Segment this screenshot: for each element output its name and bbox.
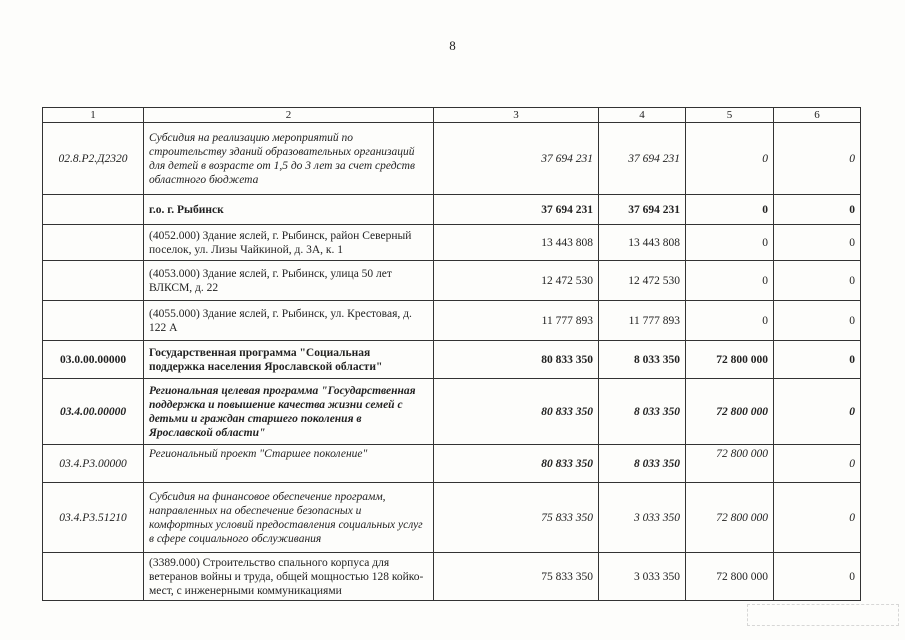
row-name: г.о. г. Рыбинск: [144, 195, 434, 225]
row-col6: 0: [774, 379, 861, 445]
row-col3: 13 443 808: [434, 225, 599, 261]
row-col5: 72 800 000: [686, 553, 774, 601]
table-row: [43, 123, 861, 195]
row-col5: 0: [686, 123, 774, 195]
page-number: 8: [449, 38, 456, 53]
row-code: 03.4.Р3.51210: [43, 483, 144, 553]
row-col6: 0: [774, 445, 861, 483]
row-col4: 11 777 893: [599, 301, 686, 341]
row-col4: 8 033 350: [599, 379, 686, 445]
row-name: Субсидия на финансовое обеспечение программ, направленных на обеспечение безопасных и комфортных условий предоставления социальных услуг в сфере социального обслуживания: [144, 483, 434, 553]
row-col3: 80 833 350: [434, 379, 599, 445]
row-col6: 0: [774, 341, 861, 379]
row-col4: 8 033 350: [599, 341, 686, 379]
row-col4: 3 033 350: [599, 553, 686, 601]
row-col3: 75 833 350: [434, 553, 599, 601]
faint-stamp: [747, 604, 899, 626]
row-col6: 0: [774, 553, 861, 601]
column-number-row: [43, 108, 861, 123]
row-name: Региональная целевая программа "Государственная поддержка и повышение качества жизни семей с детьми и граждан старшего поколения в Ярославской области": [144, 379, 434, 445]
row-col4: 37 694 231: [599, 195, 686, 225]
row-code: [43, 301, 144, 341]
row-code: 03.0.00.00000: [43, 341, 144, 379]
row-code: [43, 261, 144, 301]
row-col3: 37 694 231: [434, 123, 599, 195]
row-code: 03.4.Р3.00000: [43, 445, 144, 483]
table-row: [43, 483, 861, 553]
column-header: 5: [686, 108, 774, 123]
table-row: [43, 553, 861, 601]
row-col3: 80 833 350: [434, 341, 599, 379]
row-col6: 0: [774, 261, 861, 301]
row-col4: 8 033 350: [599, 445, 686, 483]
table-row: [43, 195, 861, 225]
table-row: [43, 341, 861, 379]
row-col6: 0: [774, 301, 861, 341]
row-col6: 0: [774, 195, 861, 225]
column-header: 2: [144, 108, 434, 123]
table-row: [43, 301, 861, 341]
row-col6: 0: [774, 483, 861, 553]
table-row: [43, 225, 861, 261]
row-code: [43, 553, 144, 601]
table-row: [43, 445, 861, 483]
table-row: [43, 261, 861, 301]
row-col4: 12 472 530: [599, 261, 686, 301]
row-col4: 3 033 350: [599, 483, 686, 553]
column-header: 4: [599, 108, 686, 123]
row-col3: 11 777 893: [434, 301, 599, 341]
row-name: (4055.000) Здание яслей, г. Рыбинск, ул. Крестовая, д. 122 А: [144, 301, 434, 341]
column-header: 6: [774, 108, 861, 123]
row-col5: 72 800 000: [686, 483, 774, 553]
row-col6: 0: [774, 225, 861, 261]
row-code: [43, 225, 144, 261]
row-name: (4052.000) Здание яслей, г. Рыбинск, район Северный поселок, ул. Лизы Чайкиной, д. 3А, к. 1: [144, 225, 434, 261]
row-col3: 75 833 350: [434, 483, 599, 553]
row-code: 02.8.Р2.Д2320: [43, 123, 144, 195]
row-name: (4053.000) Здание яслей, г. Рыбинск, улица 50 лет ВЛКСМ, д. 22: [144, 261, 434, 301]
row-code: 03.4.00.00000: [43, 379, 144, 445]
row-code: [43, 195, 144, 225]
row-col5: 72 800 000: [686, 379, 774, 445]
column-header: 3: [434, 108, 599, 123]
row-col3: 37 694 231: [434, 195, 599, 225]
row-col4: 13 443 808: [599, 225, 686, 261]
row-col5: 0: [686, 195, 774, 225]
row-col3: 12 472 530: [434, 261, 599, 301]
row-col5: 0: [686, 225, 774, 261]
table-row: [43, 379, 861, 445]
row-col4: 37 694 231: [599, 123, 686, 195]
row-name: Региональный проект "Старшее поколение": [144, 445, 434, 483]
row-col6: 0: [774, 123, 861, 195]
column-header: 1: [43, 108, 144, 123]
row-col5: 0: [686, 301, 774, 341]
row-name: Субсидия на реализацию мероприятий по строительству зданий образовательных организаций для детей в возрасте от 1,5 до 3 лет за счет средств областного бюджета: [144, 123, 434, 195]
row-name: (3389.000) Строительство спального корпуса для ветеранов войны и труда, общей мощностью 128 койко-мест, с инженерными коммуникациями: [144, 553, 434, 601]
row-col5: 72 800 000: [686, 445, 774, 483]
row-col5: 0: [686, 261, 774, 301]
row-col3: 80 833 350: [434, 445, 599, 483]
row-name: Государственная программа "Социальная поддержка населения Ярославской области": [144, 341, 434, 379]
budget-table: [42, 107, 861, 601]
row-col5: 72 800 000: [686, 341, 774, 379]
